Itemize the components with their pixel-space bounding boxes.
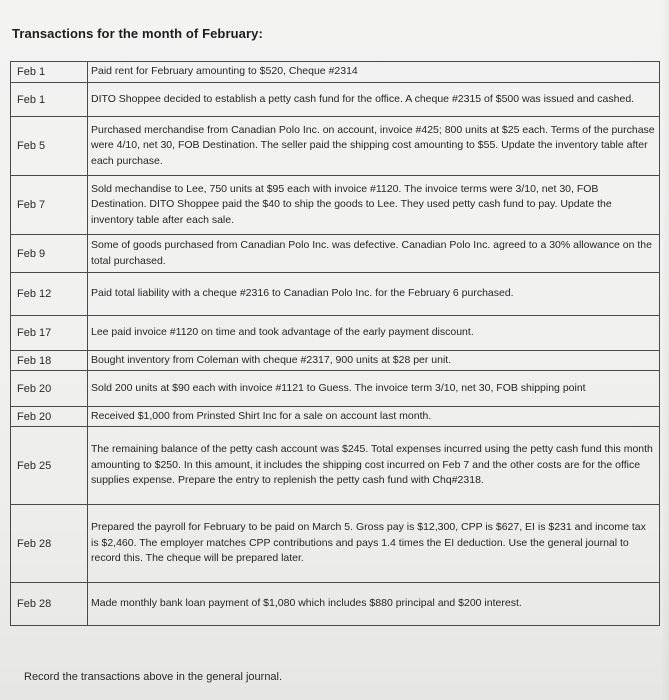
- table-row: [11, 427, 659, 505]
- transaction-date: Feb 5: [11, 117, 88, 175]
- table-row: [11, 583, 659, 625]
- table-row: [11, 62, 659, 83]
- table-row: [11, 316, 659, 351]
- transaction-description: Prepared the payroll for February to be paid on March 5. Gross pay is $12,300, CPP is $627, EI is $231 and income tax is $2,460. The employer matches CPP contributions and pays 1.4 times the EI deduction. Use the general journal to record this. The cheque will be prepared later.: [91, 521, 646, 565]
- table-row: [11, 176, 659, 235]
- transaction-date: Feb 28: [11, 583, 88, 625]
- table-row: [11, 407, 659, 427]
- transactions-table: [10, 61, 660, 626]
- transaction-description: Received $1,000 from Prinsted Shirt Inc for a sale on account last month.: [91, 409, 432, 422]
- table-row: [11, 273, 659, 316]
- transaction-date: Feb 28: [11, 505, 88, 582]
- transaction-date: Feb 7: [11, 176, 88, 234]
- transaction-date: Feb 20: [11, 407, 88, 426]
- transaction-description: The remaining balance of the petty cash account was $245. Total expenses incurred using the petty cash fund this month amounting to $250. In this amount, it includes the shipping cost incurred on Feb 7 and the other costs are for the office supplies expense. Prepare the entry to replenish the petty cash fund with Chq#2318.: [91, 443, 653, 487]
- table-row: [11, 351, 659, 371]
- transaction-description: Sold 200 units at $90 each with invoice #1121 to Guess. The invoice term 3/10, net 30, FOB shipping point: [91, 381, 586, 394]
- transaction-date: Feb 25: [11, 427, 88, 504]
- table-row: [11, 117, 659, 176]
- transaction-description: Some of goods purchased from Canadian Polo Inc. was defective. Canadian Polo Inc. agreed to a 30% allowance on the total purchased.: [91, 239, 652, 267]
- transaction-description: Lee paid invoice #1120 on time and took advantage of the early payment discount.: [91, 326, 474, 339]
- transaction-date: Feb 1: [11, 62, 88, 82]
- transaction-description: Sold mechandise to Lee, 750 units at $95 each with invoice #1120. The invoice terms were 3/10, net 30, FOB Destination. DITO Shoppee paid the $40 to ship the goods to Lee. They used petty cash fund to pay. Update the inventory table after each sale.: [91, 182, 612, 226]
- transaction-description: Bought inventory from Coleman with cheque #2317, 900 units at $28 per unit.: [91, 353, 452, 366]
- table-row: [11, 83, 659, 117]
- page-shadow: [661, 0, 669, 700]
- transaction-date: Feb 12: [11, 273, 88, 315]
- transaction-date: Feb 1: [11, 83, 88, 116]
- transaction-description: DITO Shoppee decided to establish a petty cash fund for the office. A cheque #2315 of $500 was issued and cashed.: [91, 92, 635, 105]
- table-row: [11, 235, 659, 273]
- transaction-description: Paid total liability with a cheque #2316 to Canadian Polo Inc. for the February 6 purchased.: [91, 287, 514, 300]
- transaction-description: Purchased merchandise from Canadian Polo Inc. on account, invoice #425; 800 units at $25 each. Terms of the purchase were 4/10, net 30, FOB Destination. The seller paid the shipping cost amounting to $55. Update the inventory table after each purchase.: [91, 123, 655, 167]
- transaction-date: Feb 9: [11, 235, 88, 272]
- table-row: [11, 505, 659, 583]
- transaction-date: Feb 17: [11, 316, 88, 350]
- transaction-description: Paid rent for February amounting to $520, Cheque #2314: [91, 65, 358, 78]
- table-row: [11, 371, 659, 407]
- instruction-text: Record the transactions above in the general journal.: [24, 671, 283, 683]
- transaction-description: Made monthly bank loan payment of $1,080 which includes $880 principal and $200 interest.: [91, 597, 522, 610]
- transaction-date: Feb 20: [11, 371, 88, 406]
- page-title: Transactions for the month of February:: [12, 26, 263, 41]
- transaction-date: Feb 18: [11, 351, 88, 370]
